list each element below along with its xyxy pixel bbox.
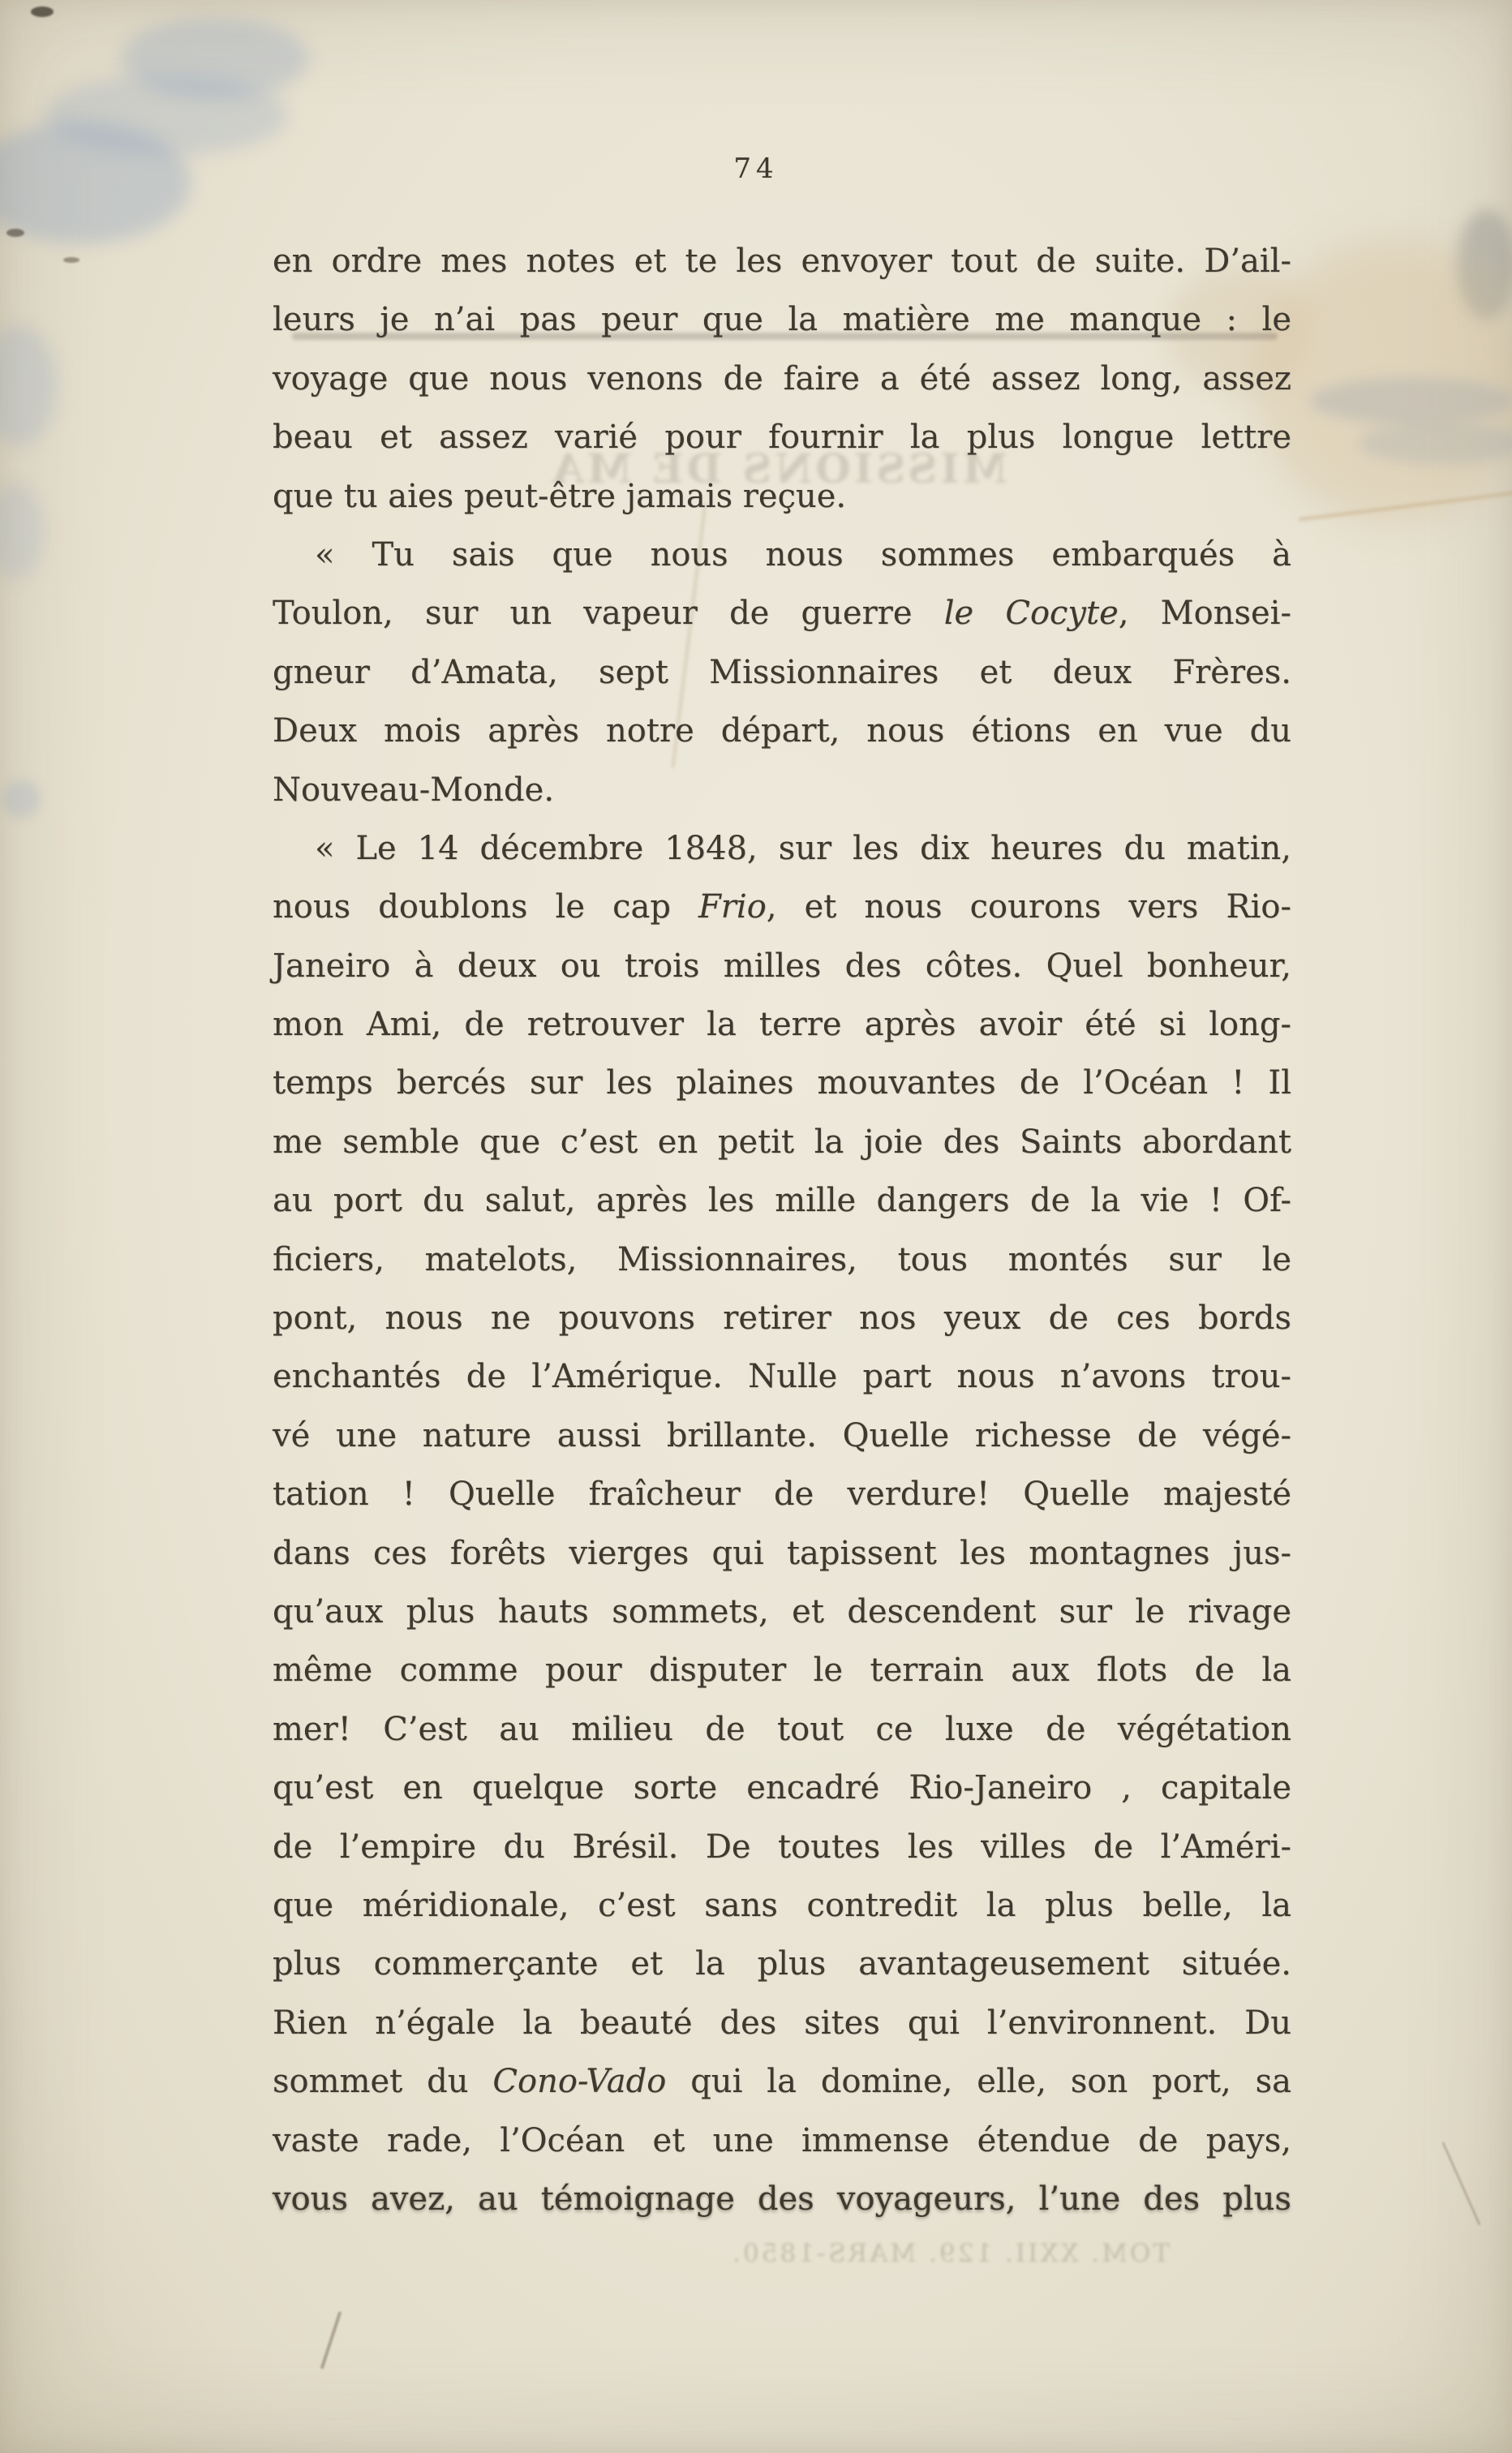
ink-stain-blue [0,483,45,580]
text-segment: Rien n’égale la beauté des sites qui l’environnent. Du [273,2004,1291,2042]
text-segment: , et nous courons vers Rio- [766,888,1291,926]
ink-speck [63,257,79,263]
text-line [273,995,1291,1054]
text-block [273,232,1291,2228]
text-line [273,1231,1291,1289]
text-line [273,408,1291,466]
text-line [273,1700,1291,1759]
text-segment: en ordre mes notes et te les envoyer tout de suite. D’ail- [273,243,1291,280]
text-line [273,1583,1291,1641]
text-line [273,2170,1291,2228]
text-segment: même comme pour disputer le terrain aux flots de la [273,1652,1291,1690]
ink-stain-blue [1359,422,1512,464]
italic-text-segment: Frio [698,888,767,926]
text-segment: « Tu sais que nous nous sommes embarqués à [315,535,1291,574]
ink-speck [6,229,24,237]
italic-text-segment: Cono-Vado [492,2063,667,2101]
text-line [273,1818,1291,1876]
text-segment: vé une nature aussi brillante. Quelle richesse de végé- [273,1416,1291,1454]
text-line [273,1994,1291,2052]
text-segment: au port du salut, après les mille dangers de la vie ! Of- [273,1182,1291,1220]
pencil-mark [1441,2142,1480,2226]
text-line [273,1171,1291,1230]
text-segment: Toulon, sur un vapeur de guerre [273,595,944,633]
text-line [273,1289,1291,1347]
text-segment: vaste rade, l’Océan et une immense étendue de pays, [273,2121,1291,2159]
text-line [273,1347,1291,1406]
text-line [273,761,1291,819]
text-segment: mon Ami, de retrouver la terre après avoir été si long- [273,1006,1291,1044]
text-segment: pont, nous ne pouvons retirer nos yeux de ces bords [273,1300,1291,1338]
text-segment: vous avez, au témoignage des voyageurs, l’une des plus [273,2180,1291,2218]
text-segment: Nouveau-Monde. [273,771,555,809]
pencil-mark [320,2311,342,2369]
text-segment: Janeiro à deux ou trois milles des côtes. Quel bonheur, [273,947,1291,985]
text-line [273,1054,1291,1112]
text-segment: beau et assez varié pour fournir la plus longue lettre [273,419,1291,457]
text-segment: leurs je n’ai pas peur que la matière me manque : le [273,301,1291,339]
text-line [273,584,1291,642]
text-segment: de l’empire du Brésil. De toutes les villes de l’Améri- [273,1828,1291,1866]
ink-stain-blue [1310,377,1512,424]
text-segment: que tu aies peut-être jamais reçue. [273,477,847,515]
text-line [273,1935,1291,1993]
text-segment: mer! C’est au milieu de tout ce luxe de végétation [273,1710,1291,1748]
text-segment: voyage que nous venons de faire a été assez long, assez [273,359,1291,397]
show-through-missions-title: MISSIONS DE MA [548,445,1007,492]
text-line [273,819,1291,878]
text-segment: « Le 14 décembre 1848, sur les dix heures du matin, [315,829,1291,867]
text-line [273,1759,1291,1817]
text-segment: , Monsei- [1118,595,1291,633]
text-segment: plus commerçante et la plus avantageusement située. [273,1945,1291,1983]
ink-stain-blue [0,324,57,446]
text-segment: Deux mois après notre départ, nous étions en vue du [273,712,1291,750]
text-segment: temps bercés sur les plaines mouvantes de l’Océan ! Il [273,1064,1291,1102]
text-segment: nous doublons le cap [273,888,699,926]
water-stain-edge [1299,492,1512,522]
text-line [273,350,1291,408]
text-line [273,1407,1291,1465]
text-line [273,1465,1291,1523]
text-line [273,526,1291,584]
text-line [273,2052,1291,2111]
text-line [273,467,1291,526]
text-segment: qu’est en quelque sorte encadré Rio-Janeiro , capitale [273,1769,1291,1807]
text-segment: me semble que c’est en petit la joie des Saints abordant [273,1123,1291,1161]
text-segment: que méridionale, c’est sans contredit la plus belle, la [273,1886,1291,1924]
text-line [273,2111,1291,2170]
text-segment: ficiers, matelots, Missionnaires, tous montés sur le [273,1240,1291,1278]
text-segment: qui la domine, elle, son port, sa [666,2063,1291,2101]
ink-stain-blue [2,780,41,818]
text-line [273,702,1291,760]
text-segment: dans ces forêts vierges qui tapissent les montagnes jus- [273,1534,1291,1572]
text-line [273,1876,1291,1935]
text-segment: qu’aux plus hauts sommets, et descendent sur le rivage [273,1592,1291,1630]
text-line [273,1524,1291,1583]
show-through-volume-footer: TOM. XXII. 129. MARS-1850. [730,2239,1170,2268]
smudge-gray [1457,209,1512,320]
text-line [273,232,1291,290]
text-segment: sommet du [273,2063,493,2101]
text-segment: gneur d’Amata, sept Missionnaires et deux Frères. [273,653,1291,691]
text-line [273,290,1291,349]
ink-speck [31,6,54,17]
text-line [273,878,1291,936]
text-line [273,643,1291,702]
text-line [273,937,1291,995]
text-segment: enchantés de l’Amérique. Nulle part nous n’avons trou- [273,1358,1291,1396]
text-line [273,1641,1291,1699]
italic-text-segment: le Cocyte [943,595,1119,633]
ink-stain-blue [45,75,288,156]
text-line [273,1113,1291,1171]
page-number: 74 [733,153,779,185]
ink-stain-blue [122,18,308,99]
water-stain-tan [1253,239,1512,523]
text-segment: tation ! Quelle fraîcheur de verdure! Quelle majesté [273,1476,1291,1514]
